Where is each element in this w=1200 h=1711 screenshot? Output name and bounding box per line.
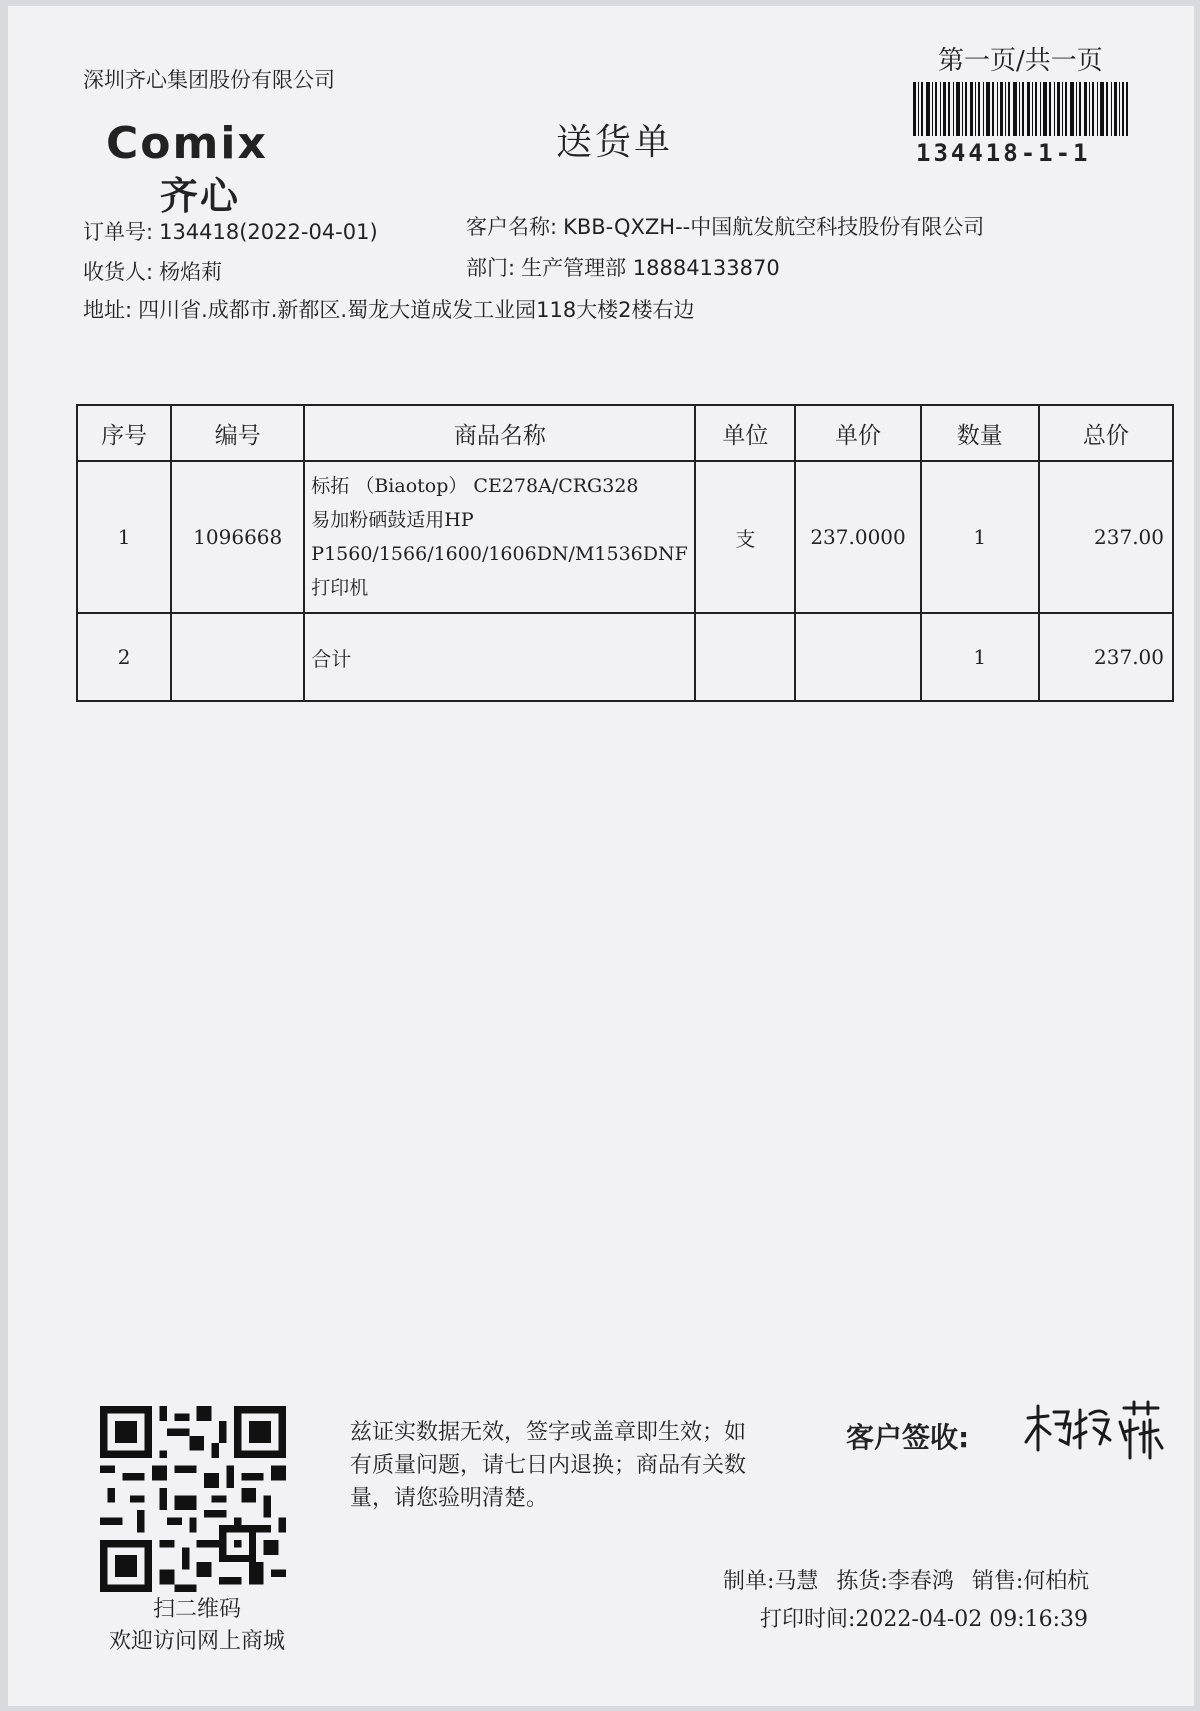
- header-product-name: 商品名称: [304, 405, 695, 461]
- customer-sign-label: 客户签收:: [846, 1421, 970, 1454]
- cell-price: 237.0000: [795, 461, 920, 613]
- company-name: 深圳齐心集团股份有限公司: [83, 68, 335, 92]
- logo-text-cn: 齐心: [160, 174, 241, 218]
- cell-product-name: 合计: [304, 613, 695, 701]
- table-row: [77, 461, 1173, 613]
- barcode-number: 134418-1-1: [916, 139, 1091, 167]
- product-name-line: 易加粉硒鼓适用HP: [311, 509, 474, 531]
- cell-unit: [695, 613, 795, 701]
- table-row-total: [77, 613, 1173, 701]
- product-name-line: 标拓 （Biaotop） CE278A/CRG328: [311, 475, 639, 497]
- header-seq: 序号: [77, 405, 171, 461]
- items-table: [76, 404, 1174, 702]
- customer-name: [466, 211, 984, 241]
- header-price: 单价: [795, 405, 920, 461]
- header-total: 总价: [1039, 405, 1173, 461]
- notice-text: 兹证实数据无效，签字或盖章即生效；如有质量问题，请七日内退换；商品有关数量，请您验明清楚。: [350, 1420, 747, 1511]
- product-name-line: P1560/1566/1600/1606DN/M1536DNF: [311, 543, 688, 565]
- qr-code: [100, 1406, 286, 1592]
- qr-caption: [88, 1594, 306, 1658]
- page-indicator: 第一页/共一页: [938, 46, 1103, 76]
- customer-label: 客户名称:: [466, 215, 558, 239]
- order-number: [83, 216, 378, 246]
- staff-line: [723, 1564, 1089, 1595]
- table-header-row: [77, 405, 1173, 461]
- customer-value: KBB-QXZH--中国航发航空科技股份有限公司: [563, 215, 985, 239]
- header-qty: 数量: [921, 405, 1039, 461]
- delivery-note-sheet: [8, 6, 1194, 1706]
- document-title: 送货单: [556, 122, 674, 163]
- product-name-line: 打印机: [311, 577, 369, 599]
- handwritten-signature: [1020, 1398, 1170, 1468]
- barcode: [913, 82, 1128, 136]
- qr-caption-line-1: 扫二维码: [152, 1597, 241, 1622]
- receiver-value: 杨焰莉: [159, 260, 223, 284]
- cell-price: [795, 613, 920, 701]
- picker: 拣货:李春鸿: [836, 1569, 954, 1594]
- cell-seq: 1: [77, 461, 171, 613]
- maker: 制单:马慧: [723, 1569, 819, 1594]
- cell-code: 1096668: [171, 461, 304, 613]
- order-value: 134418(2022-04-01): [159, 220, 378, 244]
- cell-unit: 支: [695, 461, 795, 613]
- comix-logo: [106, 118, 268, 220]
- cell-total: 237.00: [1039, 461, 1173, 613]
- department: [466, 252, 780, 282]
- address-value: 四川省.成都市.新都区.蜀龙大道成发工业园118大楼2楼右边: [138, 298, 695, 322]
- address-label: 地址:: [83, 298, 133, 322]
- cell-qty: 1: [921, 461, 1039, 613]
- cell-total: 237.00: [1039, 613, 1173, 701]
- logo-text-en: Comix: [106, 118, 268, 169]
- sales: 销售:何柏杭: [971, 1569, 1090, 1594]
- cell-code: [171, 613, 304, 701]
- header-code: 编号: [171, 405, 304, 461]
- header-unit: 单位: [695, 405, 795, 461]
- dept-label: 部门:: [466, 256, 516, 280]
- qr-caption-line-2: 欢迎访问网上商城: [108, 1629, 285, 1654]
- print-time: 打印时间:2022-04-02 09:16:39: [760, 1607, 1089, 1632]
- dept-value: 生产管理部 18884133870: [521, 256, 780, 280]
- cell-product-name: [304, 461, 695, 613]
- address: [83, 294, 695, 324]
- receiver: [83, 256, 222, 286]
- cell-qty: 1: [921, 613, 1039, 701]
- cell-seq: 2: [77, 613, 171, 701]
- order-label: 订单号:: [83, 220, 154, 244]
- receiver-label: 收货人:: [83, 260, 154, 284]
